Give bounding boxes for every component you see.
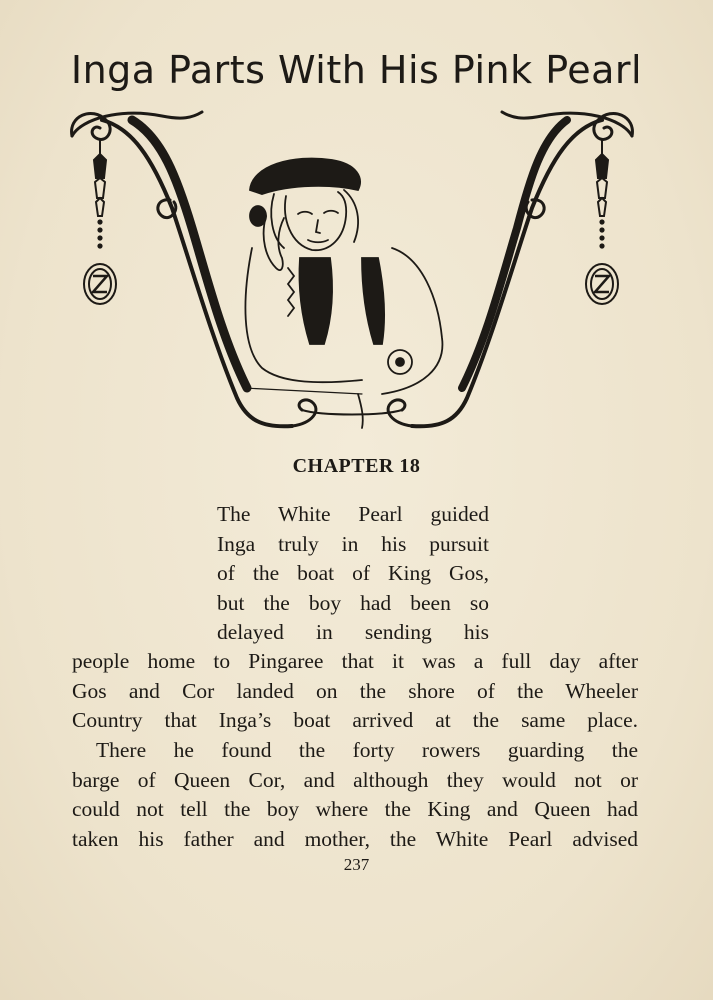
initial-w-ornament <box>72 112 633 426</box>
chapter-heading: CHAPTER 18 <box>292 455 421 477</box>
text-line: people home to Pingaree that it was a full day after <box>72 649 638 673</box>
text-line: of the boat of King Gos, <box>217 561 489 585</box>
paragraph-2 <box>72 736 638 854</box>
paragraph-1 <box>217 500 489 648</box>
text-line: could not tell the boy where the King and Queen had <box>72 797 638 821</box>
text-line: The White Pearl guided <box>217 502 489 526</box>
text-line: Inga truly in his pursuit <box>217 531 489 556</box>
text-line: Country that Inga’s boat arrived at the same place. <box>72 708 638 732</box>
page-number: 237 <box>343 855 370 874</box>
portrait-figure <box>244 158 442 428</box>
left-pendant-icon <box>84 138 116 304</box>
paragraph-1-continued <box>72 647 638 736</box>
text-line: but the boy had been so <box>217 590 489 615</box>
text-line: Gos and Cor landed on the shore of the Wheeler <box>72 678 638 703</box>
right-pendant-icon <box>586 138 618 304</box>
text-line: taken his father and mother, the White Pearl advised <box>72 826 638 851</box>
text-line: barge of Queen Cor, and although they would not or <box>72 767 638 792</box>
page-title: Inga Parts With His Pink Pearl <box>70 48 643 92</box>
chapter-initial-illustration <box>62 98 642 438</box>
text-line: delayed in sending his <box>217 620 489 644</box>
text-line: There he found the forty rowers guarding the <box>96 738 638 762</box>
